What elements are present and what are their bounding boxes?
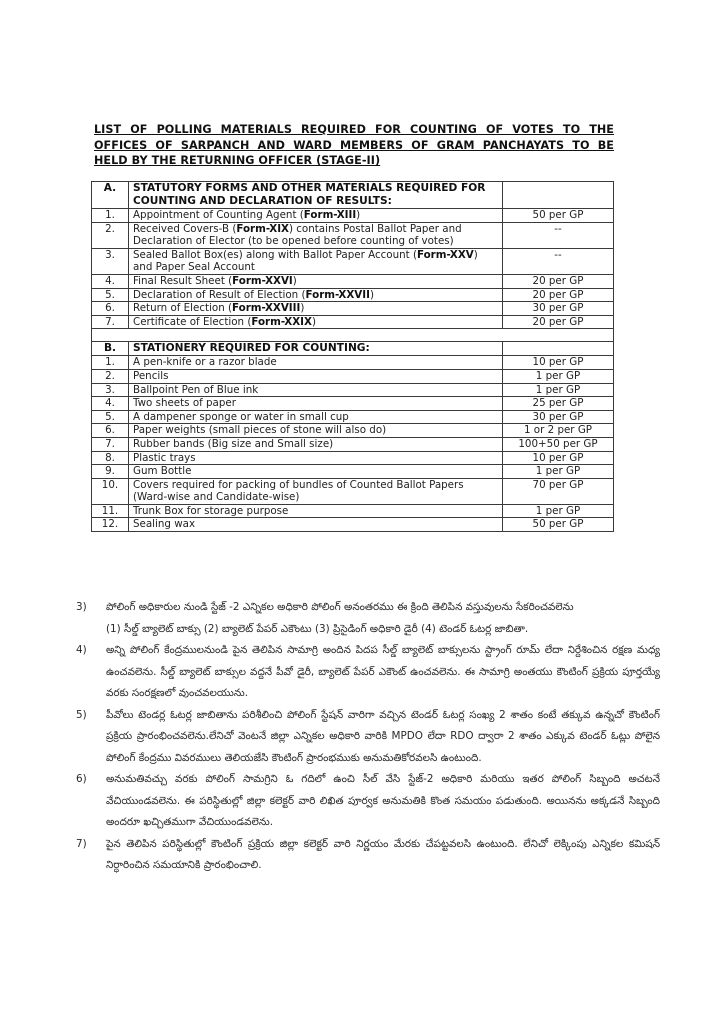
table-row <box>92 356 614 370</box>
note-6 <box>76 769 660 834</box>
item-description <box>129 274 503 288</box>
item-quantity: 30 per GP <box>503 302 614 316</box>
form-name: Form-XXVI <box>232 274 293 287</box>
item-number: 11. <box>92 504 129 518</box>
note-number: 5) <box>76 708 87 721</box>
note-text: పైన తెలిపిన పరిస్థితుల్లో కౌంటింగ్ ప్రక్రియ జిల్లా కలెక్టర్ వారి నిర్ణయం మేరకు చేపట్టవలసి ఉంటుంది. లేనిచో లెక్కింపు ఎన్నికల కమిషన్ నిర్ధారించిన సమయానికి ప్రారంభించాలి. <box>106 837 660 871</box>
item-description: Sealing wax <box>129 518 503 532</box>
item-description <box>129 315 503 329</box>
form-name: Form-XXVII <box>305 288 370 301</box>
item-description: Rubber bands (Big size and Small size) <box>129 437 503 451</box>
item-text: Appointment of Counting Agent ( <box>133 209 304 221</box>
note-text <box>106 597 660 640</box>
item-quantity: 10 per GP <box>503 356 614 370</box>
item-number: 2. <box>92 369 129 383</box>
section-a-header <box>92 182 614 209</box>
item-description <box>129 288 503 302</box>
item-text: ) <box>356 209 361 221</box>
item-description <box>129 222 503 248</box>
section-qty-empty <box>503 182 614 209</box>
item-quantity: 1 or 2 per GP <box>503 424 614 438</box>
table-row <box>92 437 614 451</box>
table-row <box>92 397 614 411</box>
item-text: ) <box>311 315 316 328</box>
table-row <box>92 222 614 248</box>
title-line-3: HELD BY THE RETURNING OFFICER (STAGE-II) <box>94 154 381 167</box>
item-text: Sealed Ballot Box(es) along with Ballot Paper Account ( <box>133 248 417 261</box>
note-text: అన్ని పోలింగ్ కేంద్రములనుండి పైన తెలిపిన సామాగ్రి అందిన పిదప సీల్డ్ బ్యాలెట్ బాక్సులను స్ట్రాంగ్ రూమ్ లేదా నిర్దేశించిన రక్షణ మధ్య ఉంచవలెను. సీల్డ్ బ్యాలెట్ బాక్సుల వద్దనే పీవో డైరీ, బ్యాలెట్ పేపర్ ఎకౌంట్ ఉంచవలెను. ఈ సామాగ్రి అంతయు కౌంటింగ్ ప్రక్రియ పూర్తయ్యే వరకు సంరక్షణలో వుంచవలయును. <box>106 644 660 699</box>
note-7 <box>76 834 660 877</box>
note-number: 6) <box>76 773 87 785</box>
spacer-cell <box>92 329 614 342</box>
item-quantity: 1 per GP <box>503 465 614 479</box>
item-number: 9. <box>92 465 129 479</box>
table-row <box>92 369 614 383</box>
item-number: 10. <box>92 478 129 504</box>
note-3 <box>76 597 660 640</box>
table-row <box>92 383 614 397</box>
item-text: ) contains Postal Ballot Paper and Declaration of Elector (to be opened before counting of votes) <box>133 222 462 248</box>
item-quantity: 10 per GP <box>503 451 614 465</box>
item-number: 7. <box>92 315 129 329</box>
item-quantity: 100+50 per GP <box>503 437 614 451</box>
item-description: Paper weights (small pieces of stone will also do) <box>129 424 503 438</box>
item-quantity: 70 per GP <box>503 478 614 504</box>
table-row <box>92 504 614 518</box>
item-quantity: 25 per GP <box>503 397 614 411</box>
item-description <box>129 209 503 223</box>
section-heading: STATIONERY REQUIRED FOR COUNTING: <box>129 342 503 356</box>
note-4 <box>76 640 660 705</box>
table-row <box>92 424 614 438</box>
item-number: 1. <box>92 209 129 223</box>
section-b-header <box>92 342 614 356</box>
item-quantity: -- <box>503 222 614 248</box>
note-5 <box>76 705 660 770</box>
item-number: 5. <box>92 288 129 302</box>
item-number: 3. <box>92 248 129 274</box>
item-quantity: 20 per GP <box>503 274 614 288</box>
item-text: Final Result Sheet ( <box>133 274 233 287</box>
item-text: ) <box>300 302 305 315</box>
item-number: 6. <box>92 424 129 438</box>
document-title <box>94 122 614 169</box>
section-label: A. <box>92 182 129 209</box>
table-row <box>92 451 614 465</box>
note-body: పోలింగ్ అధికారుల నుండి స్టేజ్ -2 ఎన్నికల అధికారి పోలింగ్ అనంతరము ఈ క్రింది తెలిపిన వస్తువులను సేకరించవలెను <box>106 601 574 613</box>
item-quantity: 30 per GP <box>503 410 614 424</box>
item-number: 4. <box>92 397 129 411</box>
form-name: Form-XXIX <box>251 315 312 328</box>
table-row <box>92 315 614 329</box>
item-quantity: 50 per GP <box>503 209 614 223</box>
section-qty-empty <box>503 342 614 356</box>
item-number: 3. <box>92 383 129 397</box>
note-number: 4) <box>76 644 87 656</box>
item-description: Plastic trays <box>129 451 503 465</box>
item-text: Return of Election ( <box>133 302 233 315</box>
item-number: 6. <box>92 302 129 316</box>
table-row <box>92 478 614 504</box>
note-text: అనుమతివచ్చు వరకు పోలింగ్ సామగ్రిని ఓ గదిలో ఉంచి సీల్ వేసి స్టేజ్-2 అధికారి మరియు ఇతర పోలింగ్ సిబ్బంది అచటనే వేచియుండవలెను. ఈ పరిస్థితుల్లో జిల్లా కలెక్టర్ వారి లిఖిత పూర్వక అనుమతికి కొంత సమయం పడుతుంది. అయినను అక్కడనే సిబ్బంది అందరూ ఖచ్చితముగా వేచియుండవలెను. <box>106 773 660 828</box>
item-description: Two sheets of paper <box>129 397 503 411</box>
item-quantity: 20 per GP <box>503 288 614 302</box>
item-description: Covers required for packing of bundles of Counted Ballot Papers (Ward-wise and Candidate-wise) <box>129 478 503 504</box>
item-description <box>129 248 503 274</box>
item-number: 7. <box>92 437 129 451</box>
table-row <box>92 302 614 316</box>
item-number: 5. <box>92 410 129 424</box>
item-text: ) and Paper Seal Account <box>133 248 478 274</box>
item-quantity: -- <box>503 248 614 274</box>
table-row <box>92 248 614 274</box>
form-name: Form-XXV <box>416 248 474 261</box>
form-name: Form-XXVIII <box>232 302 301 315</box>
note-number: 7) <box>76 837 87 850</box>
title-line-1: LIST OF POLLING MATERIALS REQUIRED FOR COUNTING OF VOTES TO THE <box>94 123 614 136</box>
item-description: Pencils <box>129 369 503 383</box>
table-row <box>92 465 614 479</box>
item-description: A dampener sponge or water in small cup <box>129 410 503 424</box>
note-text: పీవోలు టెండర్ల ఓటర్ల జాబితాను పరిశీలించి పోలింగ్ స్టేషన్ వారిగా వచ్చిన టెండర్ ఓటర్ల సంఖ్య 2 శాతం కంటే తక్కువ ఉన్నచో కౌంటింగ్ ప్రక్రియ ప్రారంభించవలెను.లేనిచో వెంటనే జిల్లా ఎన్నికల అధికారి వారికి MPDO లేదా RDO ద్వారా 2 శాతం ఎక్కువ టెండర్ ఓట్లు పోలైన పోలింగ్ కేంద్రము వివరములు తెలియజేసి కౌంటింగ్ ప్రారంభముకు అనుమతికోరవలసి ఉంటుంది. <box>106 708 660 764</box>
item-text: Received Covers-B ( <box>133 222 237 235</box>
item-text: Declaration of Result of Election ( <box>133 288 306 301</box>
materials-table <box>91 181 614 532</box>
table-row <box>92 288 614 302</box>
item-quantity: 1 per GP <box>503 383 614 397</box>
table-row <box>92 274 614 288</box>
item-description: Gum Bottle <box>129 465 503 479</box>
item-quantity: 1 per GP <box>503 369 614 383</box>
section-label: B. <box>92 342 129 356</box>
item-number: 8. <box>92 451 129 465</box>
item-quantity: 20 per GP <box>503 315 614 329</box>
item-description: A pen-knife or a razor blade <box>129 356 503 370</box>
item-quantity: 1 per GP <box>503 504 614 518</box>
form-name: Form-XIII <box>303 209 357 221</box>
item-number: 2. <box>92 222 129 248</box>
title-line-2: OFFICES OF SARPANCH AND WARD MEMBERS OF GRAM PANCHAYATS TO BE <box>94 138 614 152</box>
item-text: Certificate of Election ( <box>133 315 252 328</box>
note-number: 3) <box>76 601 87 613</box>
note-sublist: (1) సీల్డ్ బ్యాలెట్ బాక్సు (2) బ్యాలెట్ పేపర్ ఎకౌంటు (3) ప్రిసైడింగ్ అధికారి డైరీ (4) టెండర్ ఓటర్ల జాబితా. <box>106 622 529 635</box>
item-text: ) <box>292 274 297 287</box>
item-description: Trunk Box for storage purpose <box>129 504 503 518</box>
item-number: 4. <box>92 274 129 288</box>
item-number: 12. <box>92 518 129 532</box>
spacer-row <box>92 329 614 342</box>
form-name: Form-XIX <box>236 222 289 235</box>
item-description <box>129 302 503 316</box>
table-row <box>92 518 614 532</box>
item-text: ) <box>369 288 374 301</box>
item-number: 1. <box>92 356 129 370</box>
item-quantity: 50 per GP <box>503 518 614 532</box>
table-row <box>92 410 614 424</box>
table-row <box>92 209 614 223</box>
section-heading: STATUTORY FORMS AND OTHER MATERIALS REQUIRED FOR COUNTING AND DECLARATION OF RESULTS: <box>129 182 503 209</box>
telugu-notes <box>76 597 660 877</box>
item-description: Ballpoint Pen of Blue ink <box>129 383 503 397</box>
